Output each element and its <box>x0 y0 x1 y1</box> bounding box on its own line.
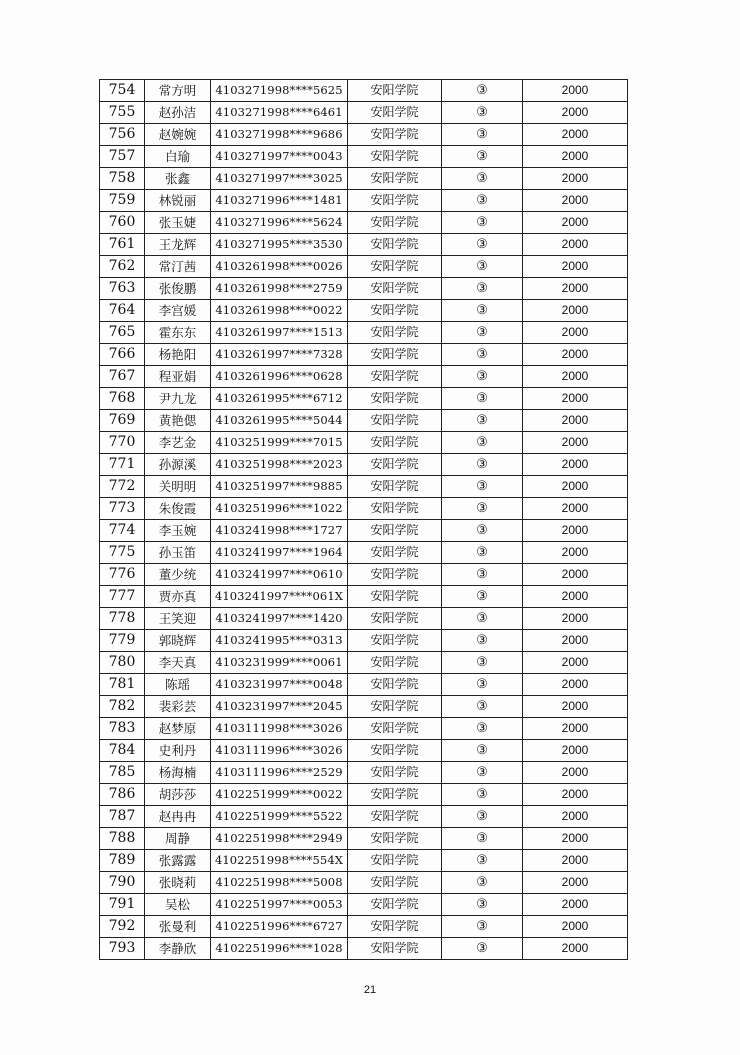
table-row <box>100 212 628 234</box>
amount: 2000 <box>523 586 628 608</box>
amount: 2000 <box>523 190 628 212</box>
level-mark: ③ <box>442 630 523 652</box>
student-name: 李玉婉 <box>145 520 211 542</box>
amount: 2000 <box>523 564 628 586</box>
row-number: 788 <box>100 828 145 850</box>
id-number: 4103271998****5625 <box>211 80 348 102</box>
student-name: 胡莎莎 <box>145 784 211 806</box>
student-name: 朱俊霞 <box>145 498 211 520</box>
id-number: 4102251999****5522 <box>211 806 348 828</box>
student-name: 张俊鹏 <box>145 278 211 300</box>
level-mark: ③ <box>442 894 523 916</box>
table-row <box>100 520 628 542</box>
level-mark: ③ <box>442 212 523 234</box>
amount: 2000 <box>523 784 628 806</box>
school-name: 安阳学院 <box>348 190 442 212</box>
row-number: 757 <box>100 146 145 168</box>
student-name: 裴彩芸 <box>145 696 211 718</box>
level-mark: ③ <box>442 300 523 322</box>
table-row <box>100 872 628 894</box>
row-number: 755 <box>100 102 145 124</box>
student-name: 黄艳偲 <box>145 410 211 432</box>
level-mark: ③ <box>442 652 523 674</box>
id-number: 4103261995****5044 <box>211 410 348 432</box>
table-row <box>100 938 628 960</box>
table-row <box>100 432 628 454</box>
student-name: 尹九龙 <box>145 388 211 410</box>
amount: 2000 <box>523 476 628 498</box>
table-row <box>100 652 628 674</box>
table-row <box>100 828 628 850</box>
amount: 2000 <box>523 80 628 102</box>
level-mark: ③ <box>442 80 523 102</box>
school-name: 安阳学院 <box>348 212 442 234</box>
table-row <box>100 498 628 520</box>
row-number: 759 <box>100 190 145 212</box>
id-number: 4103251998****2023 <box>211 454 348 476</box>
row-number: 760 <box>100 212 145 234</box>
level-mark: ③ <box>442 520 523 542</box>
amount: 2000 <box>523 630 628 652</box>
row-number: 769 <box>100 410 145 432</box>
row-number: 782 <box>100 696 145 718</box>
id-number: 4103271996****1481 <box>211 190 348 212</box>
amount: 2000 <box>523 102 628 124</box>
id-number: 4103251997****9885 <box>211 476 348 498</box>
student-name: 周静 <box>145 828 211 850</box>
id-number: 4103241997****061X <box>211 586 348 608</box>
id-number: 4103251996****1022 <box>211 498 348 520</box>
amount: 2000 <box>523 740 628 762</box>
school-name: 安阳学院 <box>348 806 442 828</box>
id-number: 4103241997****1964 <box>211 542 348 564</box>
id-number: 4103271997****0043 <box>211 146 348 168</box>
level-mark: ③ <box>442 784 523 806</box>
row-number: 783 <box>100 718 145 740</box>
table-row <box>100 784 628 806</box>
amount: 2000 <box>523 696 628 718</box>
level-mark: ③ <box>442 146 523 168</box>
student-name: 张曼利 <box>145 916 211 938</box>
amount: 2000 <box>523 168 628 190</box>
row-number: 765 <box>100 322 145 344</box>
amount: 2000 <box>523 146 628 168</box>
school-name: 安阳学院 <box>348 344 442 366</box>
table-row <box>100 344 628 366</box>
level-mark: ③ <box>442 322 523 344</box>
school-name: 安阳学院 <box>348 586 442 608</box>
school-name: 安阳学院 <box>348 410 442 432</box>
school-name: 安阳学院 <box>348 938 442 960</box>
amount: 2000 <box>523 894 628 916</box>
student-name: 霍东东 <box>145 322 211 344</box>
level-mark: ③ <box>442 850 523 872</box>
school-name: 安阳学院 <box>348 674 442 696</box>
id-number: 4103261997****7328 <box>211 344 348 366</box>
row-number: 756 <box>100 124 145 146</box>
level-mark: ③ <box>442 586 523 608</box>
student-name: 李天真 <box>145 652 211 674</box>
student-name: 张晓莉 <box>145 872 211 894</box>
row-number: 776 <box>100 564 145 586</box>
student-name: 杨海楠 <box>145 762 211 784</box>
row-number: 773 <box>100 498 145 520</box>
school-name: 安阳学院 <box>348 894 442 916</box>
amount: 2000 <box>523 916 628 938</box>
level-mark: ③ <box>442 168 523 190</box>
level-mark: ③ <box>442 234 523 256</box>
amount: 2000 <box>523 410 628 432</box>
level-mark: ③ <box>442 696 523 718</box>
row-number: 784 <box>100 740 145 762</box>
student-name: 贾亦真 <box>145 586 211 608</box>
student-name: 赵冉冉 <box>145 806 211 828</box>
school-name: 安阳学院 <box>348 740 442 762</box>
student-name: 杨艳阳 <box>145 344 211 366</box>
level-mark: ③ <box>442 828 523 850</box>
id-number: 4103261997****1513 <box>211 322 348 344</box>
id-number: 4103241997****0610 <box>211 564 348 586</box>
level-mark: ③ <box>442 476 523 498</box>
school-name: 安阳学院 <box>348 850 442 872</box>
school-name: 安阳学院 <box>348 124 442 146</box>
row-number: 780 <box>100 652 145 674</box>
table-row <box>100 806 628 828</box>
table-row <box>100 388 628 410</box>
school-name: 安阳学院 <box>348 542 442 564</box>
table-row <box>100 916 628 938</box>
student-name: 史利丹 <box>145 740 211 762</box>
table-row <box>100 740 628 762</box>
level-mark: ③ <box>442 344 523 366</box>
amount: 2000 <box>523 872 628 894</box>
table-row <box>100 718 628 740</box>
table-row <box>100 762 628 784</box>
level-mark: ③ <box>442 872 523 894</box>
id-number: 4103111998****3026 <box>211 718 348 740</box>
student-name: 陈瑶 <box>145 674 211 696</box>
school-name: 安阳学院 <box>348 146 442 168</box>
amount: 2000 <box>523 850 628 872</box>
amount: 2000 <box>523 300 628 322</box>
level-mark: ③ <box>442 916 523 938</box>
id-number: 4102251997****0053 <box>211 894 348 916</box>
student-name: 王龙辉 <box>145 234 211 256</box>
student-name: 张露露 <box>145 850 211 872</box>
student-name: 赵婉婉 <box>145 124 211 146</box>
table-row <box>100 80 628 102</box>
id-number: 4102251996****1028 <box>211 938 348 960</box>
school-name: 安阳学院 <box>348 476 442 498</box>
row-number: 772 <box>100 476 145 498</box>
level-mark: ③ <box>442 718 523 740</box>
amount: 2000 <box>523 388 628 410</box>
table-row <box>100 322 628 344</box>
row-number: 771 <box>100 454 145 476</box>
table-row <box>100 608 628 630</box>
row-number: 777 <box>100 586 145 608</box>
amount: 2000 <box>523 828 628 850</box>
level-mark: ③ <box>442 938 523 960</box>
school-name: 安阳学院 <box>348 718 442 740</box>
student-name: 程亚娟 <box>145 366 211 388</box>
table-row <box>100 674 628 696</box>
student-name: 李静欣 <box>145 938 211 960</box>
school-name: 安阳学院 <box>348 696 442 718</box>
id-number: 4103251999****7015 <box>211 432 348 454</box>
school-name: 安阳学院 <box>348 498 442 520</box>
amount: 2000 <box>523 652 628 674</box>
row-number: 775 <box>100 542 145 564</box>
amount: 2000 <box>523 432 628 454</box>
level-mark: ③ <box>442 256 523 278</box>
school-name: 安阳学院 <box>348 784 442 806</box>
school-name: 安阳学院 <box>348 80 442 102</box>
row-number: 768 <box>100 388 145 410</box>
student-name: 李艺金 <box>145 432 211 454</box>
amount: 2000 <box>523 234 628 256</box>
school-name: 安阳学院 <box>348 432 442 454</box>
id-number: 4103241997****1420 <box>211 608 348 630</box>
level-mark: ③ <box>442 806 523 828</box>
level-mark: ③ <box>442 740 523 762</box>
level-mark: ③ <box>442 278 523 300</box>
row-number: 778 <box>100 608 145 630</box>
table-row <box>100 168 628 190</box>
page-number: 21 <box>363 984 377 996</box>
row-number: 763 <box>100 278 145 300</box>
amount: 2000 <box>523 608 628 630</box>
id-number: 4103111996****2529 <box>211 762 348 784</box>
table-row <box>100 850 628 872</box>
student-name: 张玉婕 <box>145 212 211 234</box>
student-name: 林锐丽 <box>145 190 211 212</box>
student-name: 关明明 <box>145 476 211 498</box>
table-row <box>100 190 628 212</box>
table-row <box>100 894 628 916</box>
school-name: 安阳学院 <box>348 762 442 784</box>
id-number: 4102251998****5008 <box>211 872 348 894</box>
table-row <box>100 476 628 498</box>
table-row <box>100 102 628 124</box>
student-name: 孙源溪 <box>145 454 211 476</box>
id-number: 4103271997****3025 <box>211 168 348 190</box>
row-number: 792 <box>100 916 145 938</box>
id-number: 4103261998****2759 <box>211 278 348 300</box>
school-name: 安阳学院 <box>348 652 442 674</box>
table-row <box>100 124 628 146</box>
id-number: 4103271996****5624 <box>211 212 348 234</box>
level-mark: ③ <box>442 388 523 410</box>
amount: 2000 <box>523 454 628 476</box>
student-name: 常方明 <box>145 80 211 102</box>
table-row <box>100 256 628 278</box>
level-mark: ③ <box>442 674 523 696</box>
row-number: 789 <box>100 850 145 872</box>
amount: 2000 <box>523 498 628 520</box>
table-row <box>100 630 628 652</box>
row-number: 764 <box>100 300 145 322</box>
amount: 2000 <box>523 124 628 146</box>
roster-table <box>99 79 628 960</box>
id-number: 4103111996****3026 <box>211 740 348 762</box>
roster-body <box>100 80 628 960</box>
school-name: 安阳学院 <box>348 278 442 300</box>
row-number: 779 <box>100 630 145 652</box>
row-number: 793 <box>100 938 145 960</box>
amount: 2000 <box>523 718 628 740</box>
table-row <box>100 454 628 476</box>
amount: 2000 <box>523 212 628 234</box>
student-name: 李宫媛 <box>145 300 211 322</box>
school-name: 安阳学院 <box>348 454 442 476</box>
school-name: 安阳学院 <box>348 234 442 256</box>
student-name: 董少统 <box>145 564 211 586</box>
student-name: 王笑迎 <box>145 608 211 630</box>
school-name: 安阳学院 <box>348 564 442 586</box>
amount: 2000 <box>523 366 628 388</box>
student-name: 白瑜 <box>145 146 211 168</box>
level-mark: ③ <box>442 432 523 454</box>
level-mark: ③ <box>442 102 523 124</box>
student-name: 常汀茜 <box>145 256 211 278</box>
row-number: 766 <box>100 344 145 366</box>
id-number: 4103271995****3530 <box>211 234 348 256</box>
table-row <box>100 564 628 586</box>
level-mark: ③ <box>442 124 523 146</box>
id-number: 4103261998****0022 <box>211 300 348 322</box>
student-name: 孙玉笛 <box>145 542 211 564</box>
level-mark: ③ <box>442 762 523 784</box>
level-mark: ③ <box>442 190 523 212</box>
id-number: 4102251998****554X <box>211 850 348 872</box>
id-number: 4103271998****9686 <box>211 124 348 146</box>
school-name: 安阳学院 <box>348 828 442 850</box>
id-number: 4103241995****0313 <box>211 630 348 652</box>
student-name: 张鑫 <box>145 168 211 190</box>
row-number: 790 <box>100 872 145 894</box>
id-number: 4103261998****0026 <box>211 256 348 278</box>
id-number: 4103261995****6712 <box>211 388 348 410</box>
id-number: 4103231997****0048 <box>211 674 348 696</box>
amount: 2000 <box>523 278 628 300</box>
row-number: 786 <box>100 784 145 806</box>
school-name: 安阳学院 <box>348 630 442 652</box>
id-number: 4103231999****0061 <box>211 652 348 674</box>
row-number: 758 <box>100 168 145 190</box>
school-name: 安阳学院 <box>348 608 442 630</box>
level-mark: ③ <box>442 454 523 476</box>
table-row <box>100 542 628 564</box>
table-row <box>100 278 628 300</box>
student-name: 赵梦原 <box>145 718 211 740</box>
student-name: 郭晓辉 <box>145 630 211 652</box>
row-number: 781 <box>100 674 145 696</box>
student-name: 赵孙洁 <box>145 102 211 124</box>
level-mark: ③ <box>442 498 523 520</box>
amount: 2000 <box>523 256 628 278</box>
id-number: 4102251996****6727 <box>211 916 348 938</box>
table-row <box>100 410 628 432</box>
school-name: 安阳学院 <box>348 388 442 410</box>
level-mark: ③ <box>442 564 523 586</box>
level-mark: ③ <box>442 410 523 432</box>
level-mark: ③ <box>442 366 523 388</box>
amount: 2000 <box>523 806 628 828</box>
school-name: 安阳学院 <box>348 366 442 388</box>
school-name: 安阳学院 <box>348 872 442 894</box>
school-name: 安阳学院 <box>348 916 442 938</box>
row-number: 770 <box>100 432 145 454</box>
school-name: 安阳学院 <box>348 520 442 542</box>
amount: 2000 <box>523 938 628 960</box>
id-number: 4103271998****6461 <box>211 102 348 124</box>
row-number: 754 <box>100 80 145 102</box>
level-mark: ③ <box>442 608 523 630</box>
row-number: 791 <box>100 894 145 916</box>
row-number: 787 <box>100 806 145 828</box>
table-row <box>100 234 628 256</box>
amount: 2000 <box>523 542 628 564</box>
table-row <box>100 300 628 322</box>
table-row <box>100 146 628 168</box>
amount: 2000 <box>523 520 628 542</box>
amount: 2000 <box>523 322 628 344</box>
row-number: 774 <box>100 520 145 542</box>
student-name: 吴松 <box>145 894 211 916</box>
id-number: 4103261996****0628 <box>211 366 348 388</box>
row-number: 767 <box>100 366 145 388</box>
row-number: 785 <box>100 762 145 784</box>
row-number: 762 <box>100 256 145 278</box>
amount: 2000 <box>523 674 628 696</box>
id-number: 4103231997****2045 <box>211 696 348 718</box>
level-mark: ③ <box>442 542 523 564</box>
school-name: 安阳学院 <box>348 300 442 322</box>
table-row <box>100 696 628 718</box>
amount: 2000 <box>523 344 628 366</box>
table-row <box>100 366 628 388</box>
school-name: 安阳学院 <box>348 102 442 124</box>
amount: 2000 <box>523 762 628 784</box>
school-name: 安阳学院 <box>348 322 442 344</box>
table-row <box>100 586 628 608</box>
school-name: 安阳学院 <box>348 256 442 278</box>
id-number: 4102251999****0022 <box>211 784 348 806</box>
id-number: 4103241998****1727 <box>211 520 348 542</box>
row-number: 761 <box>100 234 145 256</box>
school-name: 安阳学院 <box>348 168 442 190</box>
id-number: 4102251998****2949 <box>211 828 348 850</box>
